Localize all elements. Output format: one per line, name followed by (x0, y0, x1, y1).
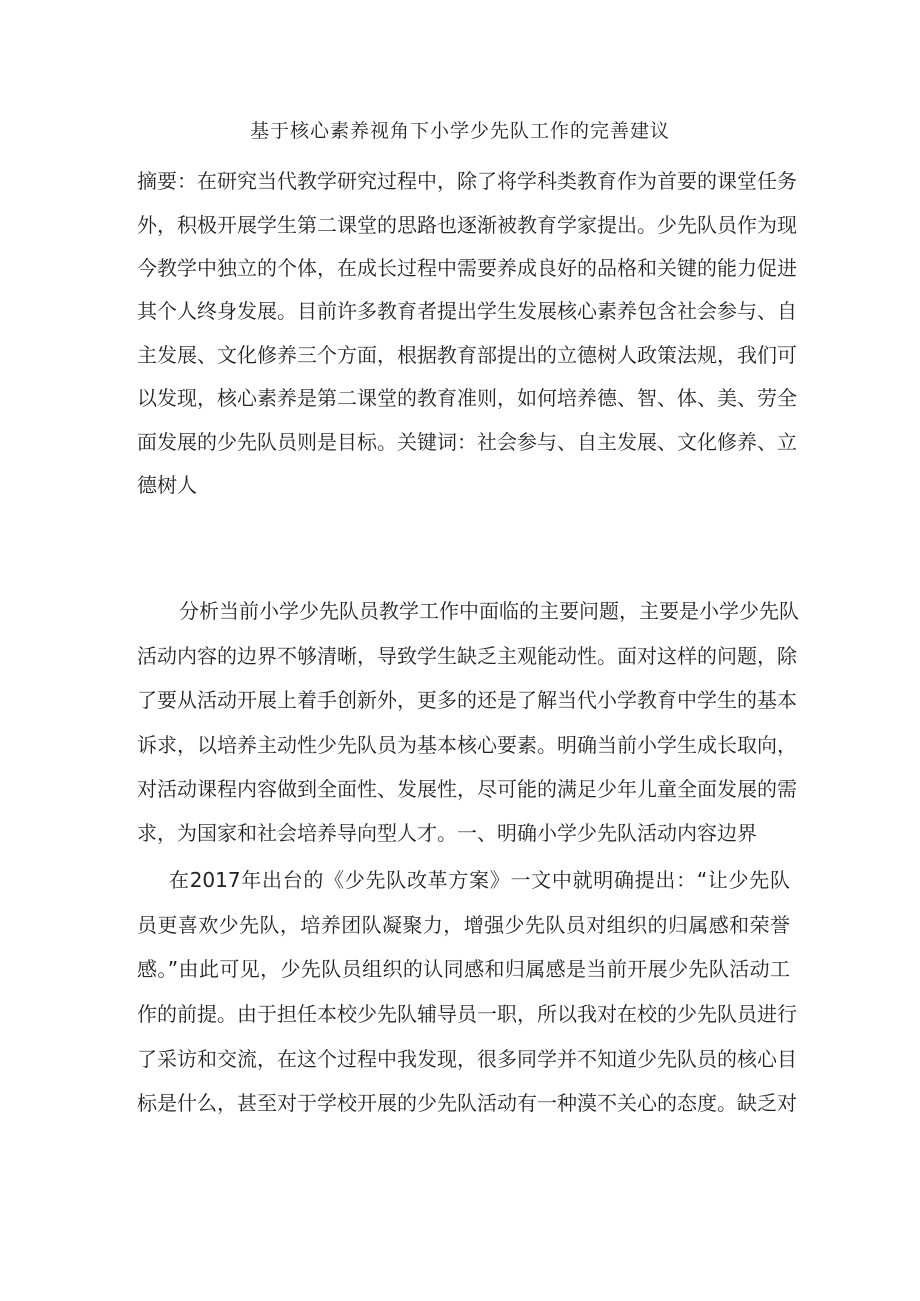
paragraph-line: 求，为国家和社会培养导向型人才。一、明确小学少先队活动内容边界 (137, 821, 757, 845)
paragraph-line: 了要从活动开展上着手创新外，更多的还是了解当代小学教育中学生的基本 (137, 688, 797, 712)
paragraph-line: 标是什么，甚至对于学校开展的少先队活动有一种漠不关心的态度。缺乏对 (137, 1091, 797, 1115)
paragraph-line: 作的前提。由于担任本校少先队辅导员一职，所以我对在校的少先队员进行 (137, 1002, 797, 1026)
paragraph-line: 感。”由此可见，少先队员组织的认同感和归属感是当前开展少先队活动工 (137, 957, 790, 981)
paragraph-line: 分析当前小学少先队员教学工作中面临的主要问题，主要是小学少先队 (179, 599, 799, 623)
abstract-line: 其个人终身发展。目前许多教育者提出学生发展核心素养包含社会参与、自 (137, 299, 797, 323)
abstract-line: 以发现，核心素养是第二课堂的教育准则，如何培养德、智、体、美、劳全 (137, 386, 797, 410)
abstract-line: 外，积极开展学生第二课堂的思路也逐渐被教育学家提出。少先队员作为现 (137, 213, 797, 237)
paragraph-line: 员更喜欢少先队，培养团队凝聚力，增强少先队员对组织的归属感和荣誉 (137, 913, 790, 937)
abstract-line: 面发展的少先队员则是目标。关键词：社会参与、自主发展、文化修养、立 (137, 430, 797, 454)
document-title: 基于核心素养视角下小学少先队工作的完善建议 (249, 120, 670, 142)
abstract-line: 德树人 (137, 473, 197, 497)
paragraph-line: 在2017年出台的《少先队改革方案》一文中就明确提出：“让少先队 (169, 868, 790, 892)
paragraph-line: 活动内容的边界不够清晰，导致学生缺乏主观能动性。面对这样的问题，除 (137, 644, 797, 668)
abstract-line: 摘要：在研究当代教学研究过程中，除了将学科类教育作为首要的课堂任务 (137, 169, 797, 193)
abstract-line: 今教学中独立的个体，在成长过程中需要养成良好的品格和关键的能力促进 (137, 256, 797, 280)
paragraph-line: 了采访和交流，在这个过程中我发现，很多同学并不知道少先队员的核心目 (137, 1047, 797, 1071)
paragraph-line: 诉求，以培养主动性少先队员为基本核心要素。明确当前小学生成长取向， (137, 733, 797, 757)
abstract-line: 主发展、文化修养三个方面，根据教育部提出的立德树人政策法规，我们可 (137, 343, 797, 367)
paragraph-line: 对活动课程内容做到全面性、发展性，尽可能的满足少年儿童全面发展的需 (137, 777, 797, 801)
